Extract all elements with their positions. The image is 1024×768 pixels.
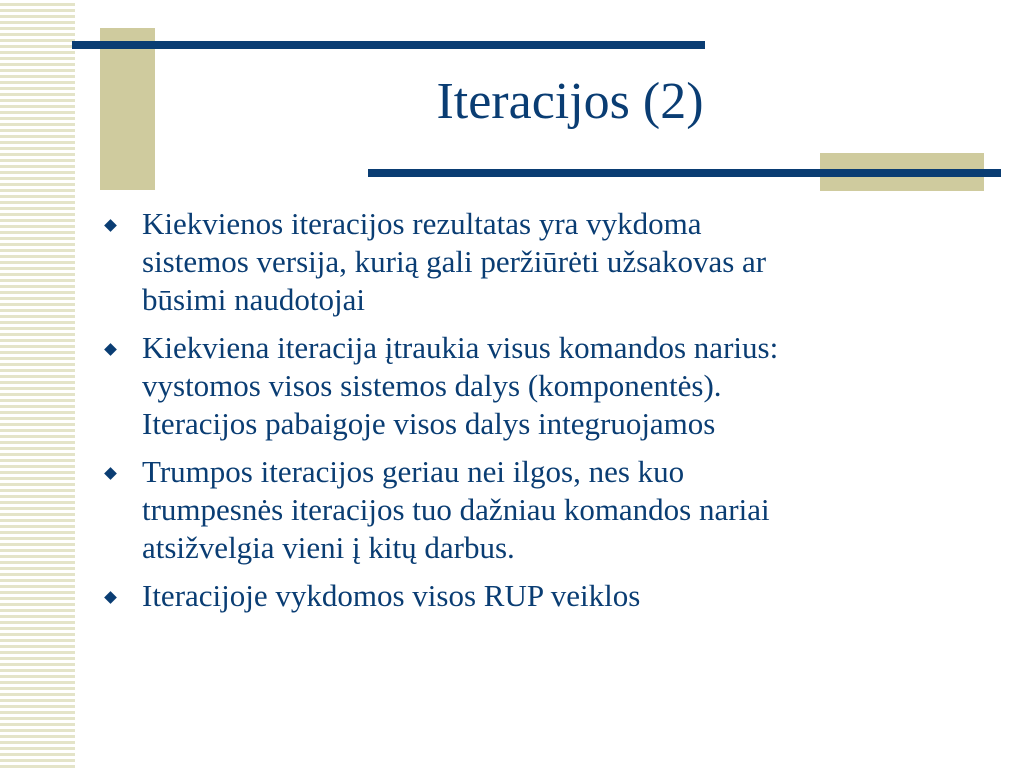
bullet-text-line: atsižvelgia vieni į kitų darbus. <box>142 530 515 565</box>
bullet-text-line: trumpesnės iteracijos tuo dažniau komandos nariai <box>142 492 770 527</box>
slide-title: Iteracijos (2) <box>436 73 704 130</box>
bullet-text-line: Trumpos iteracijos geriau nei ilgos, nes kuo <box>142 454 685 489</box>
diamond-bullet-icon <box>104 467 117 480</box>
bullet-text-line: Iteracijoje vykdomos visos RUP veiklos <box>142 578 641 613</box>
title-rule-bottom <box>368 169 1001 177</box>
bullet-text-line: vystomos visos sistemos dalys (komponentės). <box>142 368 722 403</box>
title-rule-top <box>72 41 705 49</box>
bullet-text-line: Kiekviena iteracija įtraukia visus komandos narius: <box>142 330 779 365</box>
bullet-item <box>102 577 1002 615</box>
diamond-bullet-icon <box>104 343 117 356</box>
bullet-text-line: būsimi naudotojai <box>142 282 366 317</box>
decorative-stripe-band <box>0 0 75 768</box>
diamond-bullet-icon <box>104 219 117 232</box>
bullet-text-line: Iteracijos pabaigoje visos dalys integruojamos <box>142 406 716 441</box>
bullet-item <box>102 205 1002 319</box>
bullet-text-line: Kiekvienos iteracijos rezultatas yra vykdoma <box>142 206 702 241</box>
bullet-item <box>102 329 1002 443</box>
bullet-list <box>102 205 1002 625</box>
bullet-text-line: sistemos versija, kurią gali peržiūrėti užsakovas ar <box>142 244 767 279</box>
diamond-bullet-icon <box>104 591 117 604</box>
bullet-item <box>102 453 1002 567</box>
decorative-khaki-block <box>100 28 155 190</box>
